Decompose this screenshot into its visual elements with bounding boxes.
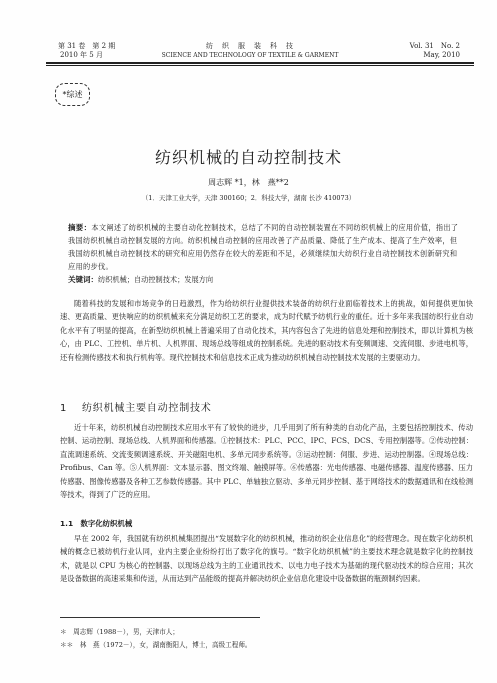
header-month-year: May, 2010: [423, 51, 460, 59]
footnote-1: ＊ 周志辉（1988－），男，天津市人；: [60, 628, 179, 636]
section-title: 纺织机械主要自动控制技术: [82, 403, 212, 414]
header-volume-issue: 第 31 卷 第 2 期: [58, 42, 116, 50]
header-vol-no-en: Vol. 31 No. 2: [409, 42, 460, 50]
badge-star-icon: *: [62, 90, 67, 99]
article-affiliations: （1．天津工业大学，天津 300160；2．科技大学，湖南 长沙 410073）: [141, 194, 356, 202]
intro-paragraph: 随着科技的发展和市场竞争的日趋激烈，作为给纺织行业提供技术装备的纺织行业面临着技术上的挑战，如何提供更加快速、更高质量、更快响应的纺织机械来充分满足纺织工艺的要求，成为时代赋予纺机行业的重任。近十多年来我国纺织行业自动化水平有了明显的提高，在新型纺织机械上普遍采用了自动化技术，其内容包含了先进的信息处理和控制技术，即以计算机为核心，由 PLC、工控机、单片机、人机界面、现场总线等组成的控制系统。先进的驱动技术有变频调速、交流伺服、步进电机等，还有检测传感技术和执行机构等。现代控制技术和信息技术正成为推动纺织机械自动控制技术发展的主要驱动力。: [60, 299, 473, 362]
keywords-text: 纺织机械；自动控制技术；发展方向: [98, 275, 214, 284]
keywords-label: 关键词：: [68, 275, 98, 284]
abstract-label: 摘要：: [68, 223, 92, 232]
journal-name-en: SCIENCE AND TECHNOLOGY OF TEXTILE & GARMENT: [161, 52, 339, 59]
section-heading: [60, 399, 473, 414]
header-rule-thin: [46, 65, 474, 66]
footnote-2: ＊＊ 林 燕（1972－），女，湖南衡阳人，博士，高级工程师。: [60, 641, 252, 649]
article-title: 纺织机械的自动控制技术: [154, 148, 342, 167]
header-rule-thick: [46, 62, 474, 64]
section1-paragraph: 近十年来，纺织机械自动控制技术应用水平有了较快的进步，几乎用到了所有种类的自动化产品，主要包括控制技术、传动控制、运动控制、现场总线、人机界面和传感器。①控制技术：PLC、PCC、IPC、FCS、DCS、专用控制器等。②传动控制：直流调速系统、交流变频调速系统、开关磁阻电机、多单元同步系统等。③运动控制：伺服、步进、运动控制器。④现场总线：Profibus、Can 等。⑤人机界面：文本显示器、图文终端、触摸屏等。⑥传感器：光电传感器、电磁传感器、温度传感器、压力传感器、图像传感器及各种工艺参数传感器。其中 PLC、单轴独立驱动、多单元同步控制、基于网络技术的数据通讯和在线检测等技术，得到了广泛的应用。: [60, 423, 473, 500]
footnote-rule: [60, 617, 260, 618]
abstract: [68, 221, 460, 273]
journal-name-cn: 纺 织 服 装 科 技: [206, 42, 294, 50]
header-date: 2010 年 5 月: [60, 51, 103, 59]
subsection-heading: 1.1 数字化纺织机械: [60, 519, 133, 528]
section-number: 1: [60, 403, 68, 414]
subsection-paragraph: 早在 2002 年，我国就有纺织机械集团提出“发展数字化的纺织机械，推动纺织企业信息化”的经营理念。现在数字化纺织机械的概念已被纺机行业认同，业内主要企业纷纷打出了数字化的旗号。“数字化纺织机械”的主要技术理念就是数字化的控制技术，就是以 CPU 为核心的控制器、以现场总线为主的工业通讯技术、以电力电子技术为基础的现代驱动技术的综合应用；其次是设备数据的高速采集和传送，从而达到产品能级的提高并解决纺织企业信息化建设中设备数据的瓶颈制约因素。: [60, 534, 473, 584]
article-authors: 周志辉 *1，林 燕**2: [208, 178, 289, 187]
article-type-badge: *综述: [55, 83, 90, 106]
abstract-text: 本文阐述了纺织机械的主要自动化控制技术，总结了不同的自动控制装置在不同纺织机械上的应用价值，指出了我国纺织机械自动控制发展的方向。纺织机械自动控制的应用改善了产品质量、降低了生产成本、提高了生产效率，但我国纺织机械自动控制技术的研究和应用仍然存在较大的差距和不足，必须继续加大纺织行业自动控制技术创新研究和应用的步伐。: [68, 223, 459, 271]
keywords: [68, 274, 460, 285]
